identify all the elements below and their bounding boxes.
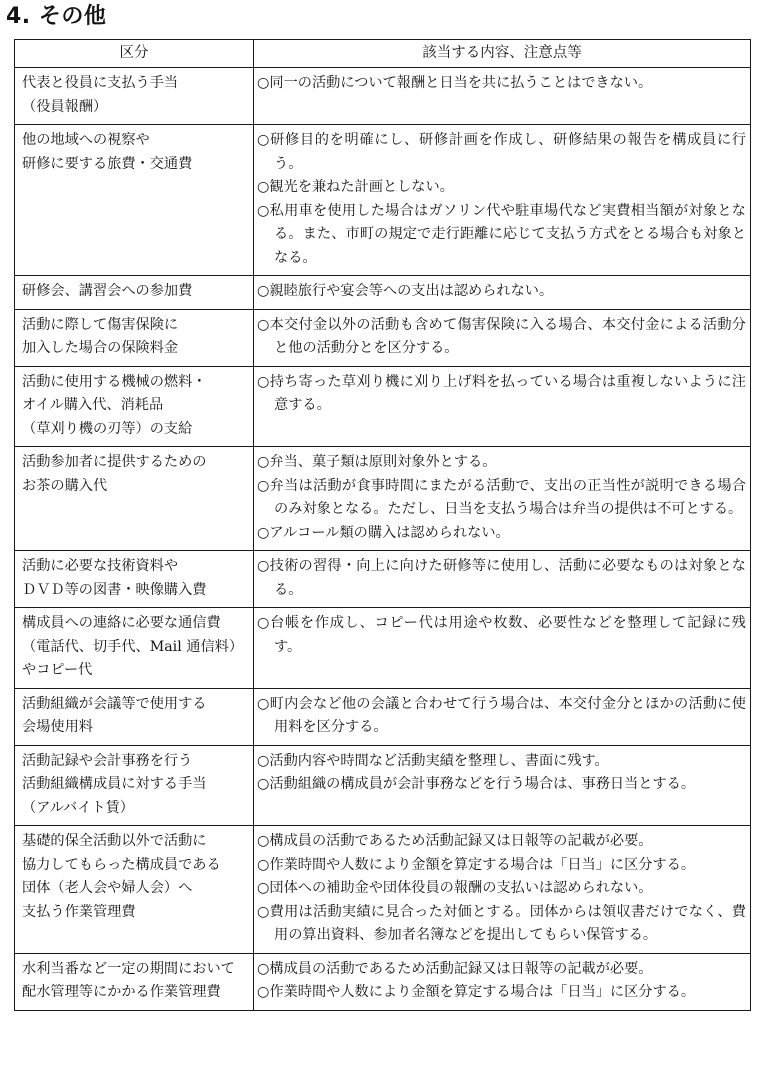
detail-item: ○構成員の活動であるため活動記録又は日報等の記載が必要。 bbox=[257, 833, 653, 849]
category-line: 活動に必要な技術資料や bbox=[22, 558, 179, 574]
category-line: オイル購入代、消耗品 bbox=[22, 397, 164, 413]
details-cell bbox=[254, 608, 751, 689]
detail-item: ○弁当は活動が食事時間にまたがる活動で、支出の正当性が説明できる場合のみ対象となる。ただし、日当を支払う場合は弁当の提供は不可とする。 bbox=[257, 477, 746, 517]
header-details: 該当する内容、注意点等 bbox=[254, 40, 751, 68]
detail-item: ○活動内容や時間など活動実績を整理し、書面に残す。 bbox=[257, 752, 609, 769]
category-line: 活動に際して傷害保険に bbox=[22, 316, 179, 333]
table-row bbox=[15, 447, 751, 551]
detail-item: ○本交付金以外の活動も含めて傷害保険に入る場合、本交付金による活動分と他の活動分とを区分する。 bbox=[257, 316, 746, 356]
category-line: 他の地域への視察や bbox=[22, 132, 150, 148]
details-cell bbox=[254, 826, 751, 954]
detail-item: ○アルコール類の購入は認められない。 bbox=[257, 524, 510, 541]
category-line: （アルバイト賃） bbox=[22, 799, 134, 816]
table-row bbox=[15, 551, 751, 608]
category-line: 協力してもらった構成員である bbox=[22, 856, 221, 873]
category-cell bbox=[15, 366, 254, 447]
category-cell bbox=[15, 826, 254, 954]
category-line: ＤＶＤ等の図書・映像購入費 bbox=[22, 581, 207, 598]
details-cell bbox=[254, 68, 751, 125]
table-row bbox=[15, 688, 751, 745]
category-cell bbox=[15, 688, 254, 745]
detail-item: ○作業時間や人数により金額を算定する場合は「日当」に区分する。 bbox=[257, 984, 696, 1000]
category-line: やコピー代 bbox=[22, 662, 93, 678]
detail-item: ○作業時間や人数により金額を算定する場合は「日当」に区分する。 bbox=[257, 856, 696, 873]
table-row bbox=[15, 68, 751, 125]
detail-item: ○同一の活動について報酬と日当を共に払うことはできない。 bbox=[257, 75, 653, 91]
category-line: お茶の購入代 bbox=[22, 477, 108, 494]
detail-item: ○活動組織の構成員が会計事務などを行う場合は、事務日当とする。 bbox=[257, 776, 696, 792]
category-cell bbox=[15, 125, 254, 276]
category-line: （電話代、切手代、Mail 通信料） bbox=[22, 638, 244, 655]
detail-item: ○持ち寄った草刈り機に刈り上げ料を払っている場合は重複しないように注意する。 bbox=[257, 373, 746, 413]
expense-table bbox=[14, 39, 751, 1011]
details-cell bbox=[254, 276, 751, 310]
table-body bbox=[15, 68, 751, 1011]
category-line: 活動参加者に提供するための bbox=[22, 454, 207, 470]
table-row bbox=[15, 125, 751, 276]
details-cell bbox=[254, 366, 751, 447]
detail-item: ○研修目的を明確にし、研修計画を作成し、研修結果の報告を構成員に行う。 bbox=[257, 132, 746, 172]
category-cell bbox=[15, 447, 254, 551]
table-row bbox=[15, 309, 751, 366]
table-row bbox=[15, 366, 751, 447]
category-line: 団体（老人会や婦人会）へ bbox=[22, 880, 193, 896]
table-header-row bbox=[15, 40, 751, 68]
category-cell bbox=[15, 309, 254, 366]
detail-item: ○技術の習得・向上に向けた研修等に使用し、活動に必要なものは対象となる。 bbox=[257, 558, 746, 598]
category-line: 代表と役員に支払う手当 bbox=[22, 75, 179, 91]
detail-item: ○団体への補助金や団体役員の報酬の支払いは認められない。 bbox=[257, 880, 653, 896]
detail-item: ○台帳を作成し、コピー代は用途や枚数、必要性などを整理して記録に残す。 bbox=[257, 615, 746, 655]
details-cell bbox=[254, 688, 751, 745]
detail-item: ○構成員の活動であるため活動記録又は日報等の記載が必要。 bbox=[257, 960, 653, 977]
table-row bbox=[15, 826, 751, 954]
category-cell bbox=[15, 551, 254, 608]
detail-item: ○弁当、菓子類は原則対象外とする。 bbox=[257, 454, 497, 470]
details-cell bbox=[254, 309, 751, 366]
table-row bbox=[15, 608, 751, 689]
details-cell bbox=[254, 125, 751, 276]
details-cell bbox=[254, 745, 751, 826]
section-heading: 4. その他 bbox=[6, 4, 107, 29]
table-row bbox=[15, 953, 751, 1010]
category-line: 加入した場合の保険料金 bbox=[22, 340, 179, 356]
category-line: 活動記録や会計事務を行う bbox=[22, 752, 193, 769]
category-cell bbox=[15, 68, 254, 125]
category-line: （草刈り機の刃等）の支給 bbox=[22, 420, 193, 437]
table-row bbox=[15, 745, 751, 826]
details-cell bbox=[254, 551, 751, 608]
category-line: 会場使用料 bbox=[22, 719, 93, 735]
category-cell bbox=[15, 745, 254, 826]
category-line: 構成員への連絡に必要な通信費 bbox=[22, 615, 221, 631]
detail-item: ○親睦旅行や宴会等への支出は認められない。 bbox=[257, 283, 554, 299]
details-cell bbox=[254, 447, 751, 551]
category-cell bbox=[15, 608, 254, 689]
details-cell bbox=[254, 953, 751, 1010]
detail-item: ○観光を兼ねた計画としない。 bbox=[257, 179, 454, 195]
category-line: 基礎的保全活動以外で活動に bbox=[22, 833, 207, 849]
table-row bbox=[15, 276, 751, 310]
category-cell bbox=[15, 953, 254, 1010]
category-line: 研修に要する旅費・交通費 bbox=[22, 155, 193, 172]
category-line: 活動に使用する機械の燃料・ bbox=[22, 373, 207, 390]
category-cell bbox=[15, 276, 254, 310]
category-line: 水利当番など一定の期間において bbox=[22, 960, 235, 977]
category-line: 研修会、講習会への参加費 bbox=[22, 283, 193, 299]
detail-item: ○私用車を使用した場合はガソリン代や駐車場代など実費相当額が対象となる。また、市町の規定で走行距離に応じて支払う方式をとる場合も対象となる。 bbox=[257, 202, 746, 266]
detail-item: ○町内会など他の会議と合わせて行う場合は、本交付金分とほかの活動に使用料を区分する。 bbox=[257, 695, 746, 735]
category-line: 配水管理等にかかる作業管理費 bbox=[22, 984, 221, 1000]
header-category: 区分 bbox=[15, 40, 254, 68]
detail-item: ○費用は活動実績に見合った対価とする。団体からは領収書だけでなく、費用の算出資料、参加者名簿などを提出してもらい保管する。 bbox=[257, 903, 746, 943]
category-line: 支払う作業管理費 bbox=[22, 903, 136, 920]
category-line: 活動組織構成員に対する手当 bbox=[22, 776, 207, 792]
category-line: 活動組織が会議等で使用する bbox=[22, 695, 207, 712]
category-line: （役員報酬） bbox=[22, 98, 108, 115]
